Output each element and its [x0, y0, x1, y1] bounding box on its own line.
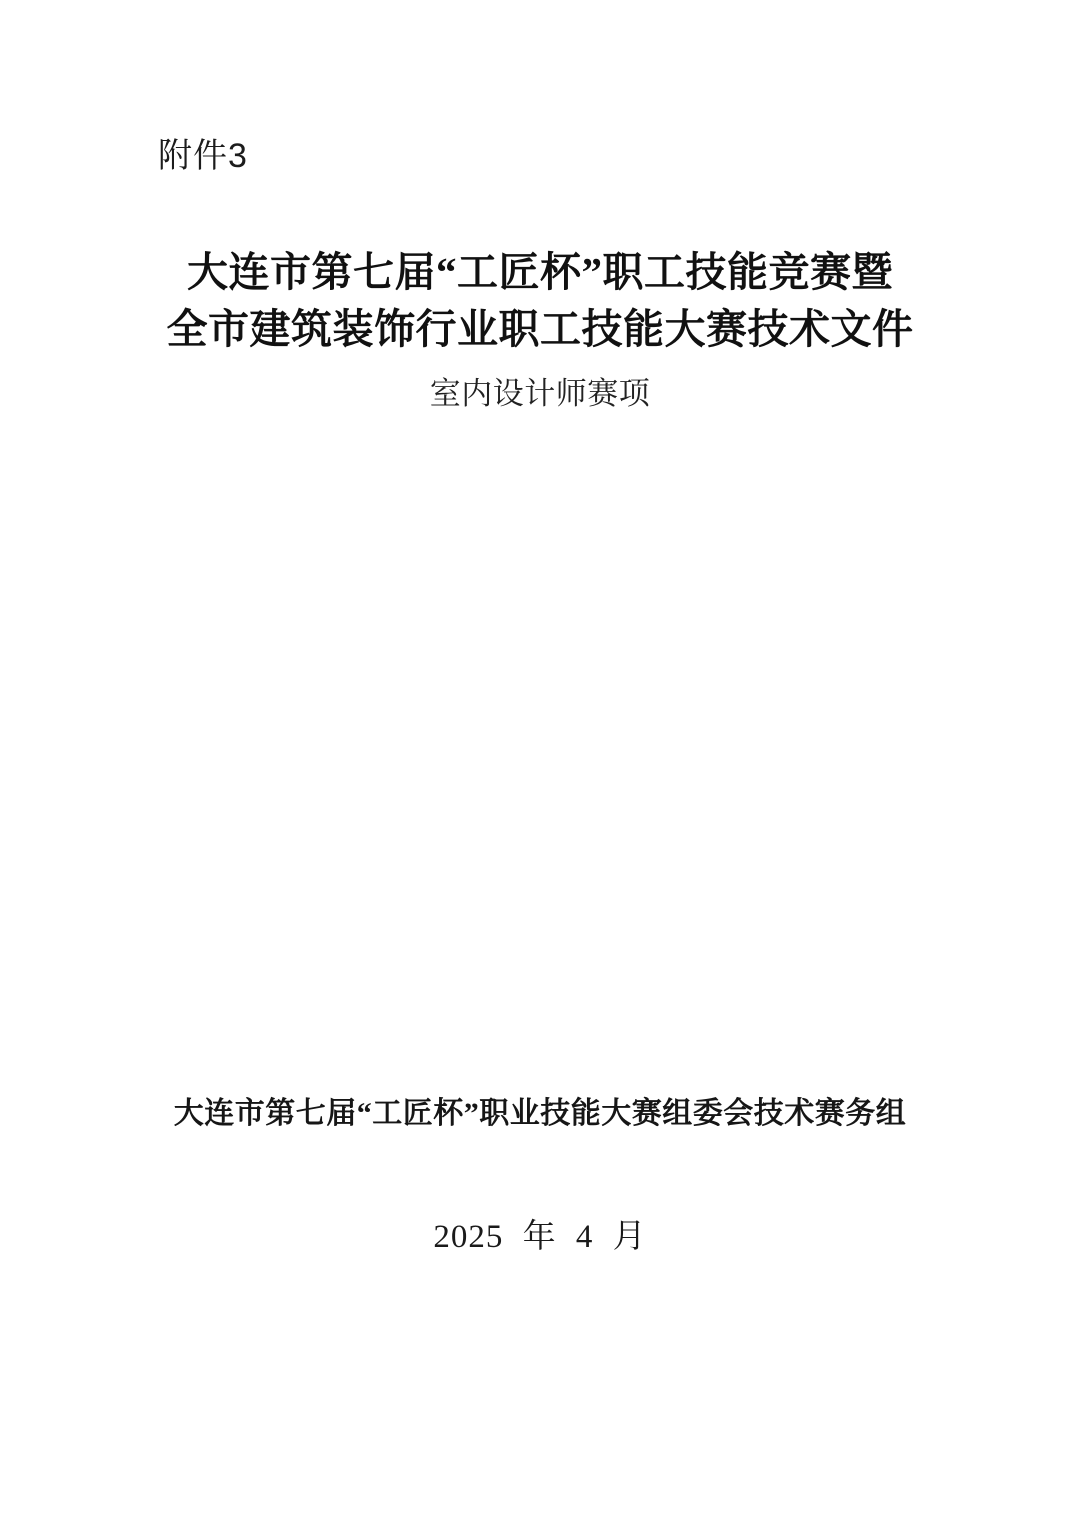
date-line: 2025 年 4 月 [433, 1219, 647, 1255]
organizer-line: 大连市第七届“工匠杯”职业技能大赛组委会技术赛务组 [173, 1097, 907, 1130]
attachment-label: 附件3 [158, 137, 248, 175]
document-title-line-2: 全市建筑装饰行业职工技能大赛技术文件 [166, 306, 914, 352]
document-subtitle: 室内设计师赛项 [429, 376, 651, 411]
title-block [0, 244, 1080, 413]
document-title-line-1: 大连市第七届“工匠杯”职工技能竞赛暨 [187, 249, 893, 295]
